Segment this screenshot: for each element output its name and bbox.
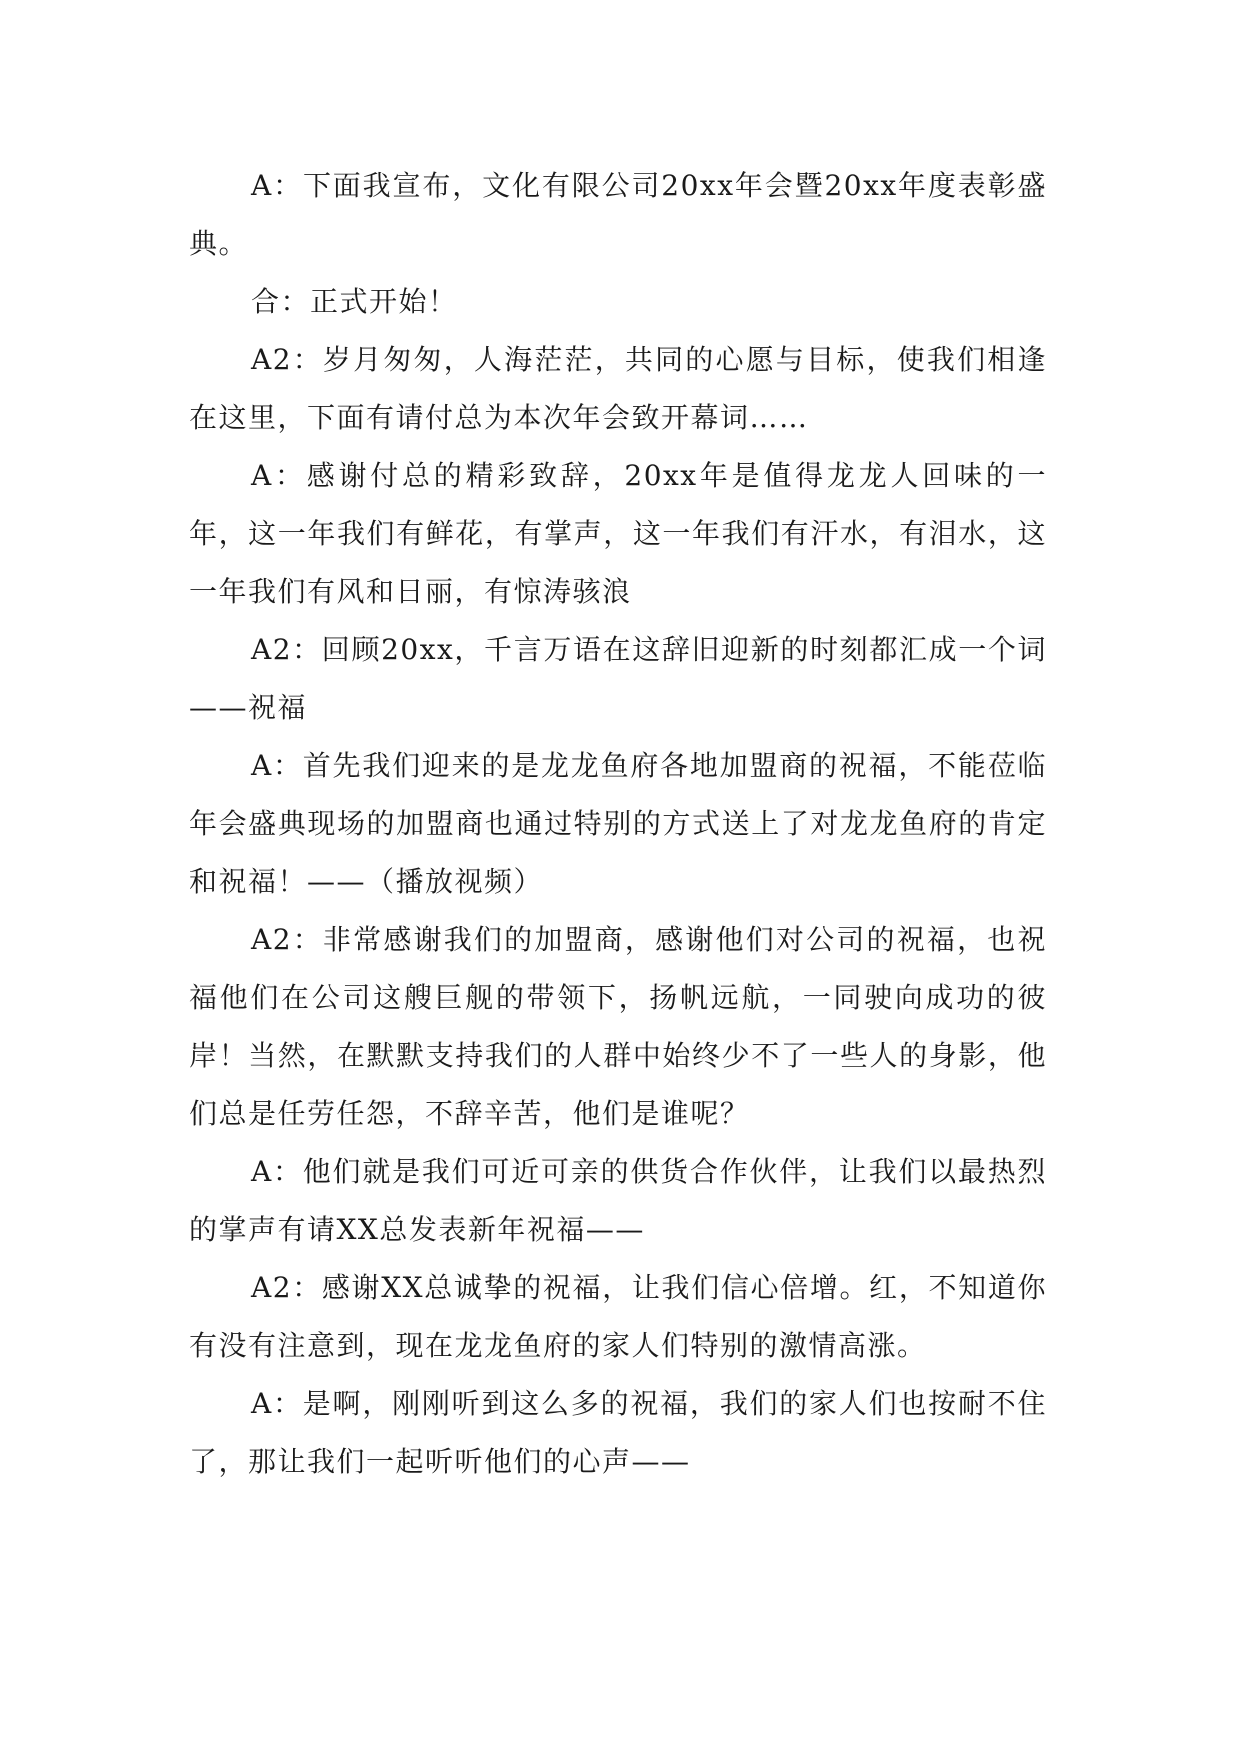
paragraph-10: A：是啊，刚刚听到这么多的祝福，我们的家人们也按耐不住了，那让我们一起听听他们的心声—— bbox=[189, 1387, 1047, 1478]
paragraph-4: A：感谢付总的精彩致辞，20xx年是值得龙龙人回味的一年，这一年我们有鲜花，有掌声，这一年我们有汗水，有泪水，这一年我们有风和日丽，有惊涛骇浪 bbox=[189, 459, 1047, 608]
paragraph-8: A：他们就是我们可近可亲的供货合作伙伴，让我们以最热烈的掌声有请XX总发表新年祝福—— bbox=[189, 1155, 1047, 1246]
paragraph-7: A2：非常感谢我们的加盟商，感谢他们对公司的祝福，也祝福他们在公司这艘巨舰的带领下，扬帆远航，一同驶向成功的彼岸！当然，在默默支持我们的人群中始终少不了一些人的身影，他们总是任劳任怨，不辞辛苦，他们是谁呢？ bbox=[189, 923, 1047, 1130]
paragraph-6: A：首先我们迎来的是龙龙鱼府各地加盟商的祝福，不能莅临年会盛典现场的加盟商也通过特别的方式送上了对龙龙鱼府的肯定和祝福！——（播放视频） bbox=[189, 749, 1047, 898]
paragraph-9: A2：感谢XX总诚挚的祝福，让我们信心倍增。红，不知道你有没有注意到，现在龙龙鱼府的家人们特别的激情高涨。 bbox=[189, 1271, 1047, 1362]
paragraph-1: A：下面我宣布，文化有限公司20xx年会暨20xx年度表彰盛典。 bbox=[189, 169, 1047, 260]
document-body bbox=[189, 157, 1047, 1491]
paragraph-5: A2：回顾20xx，千言万语在这辞旧迎新的时刻都汇成一个词——祝福 bbox=[189, 633, 1047, 724]
paragraph-2: 合：正式开始！ bbox=[251, 285, 458, 318]
paragraph-3: A2：岁月匆匆，人海茫茫，共同的心愿与目标，使我们相逢在这里，下面有请付总为本次年会致开幕词…… bbox=[189, 343, 1047, 434]
